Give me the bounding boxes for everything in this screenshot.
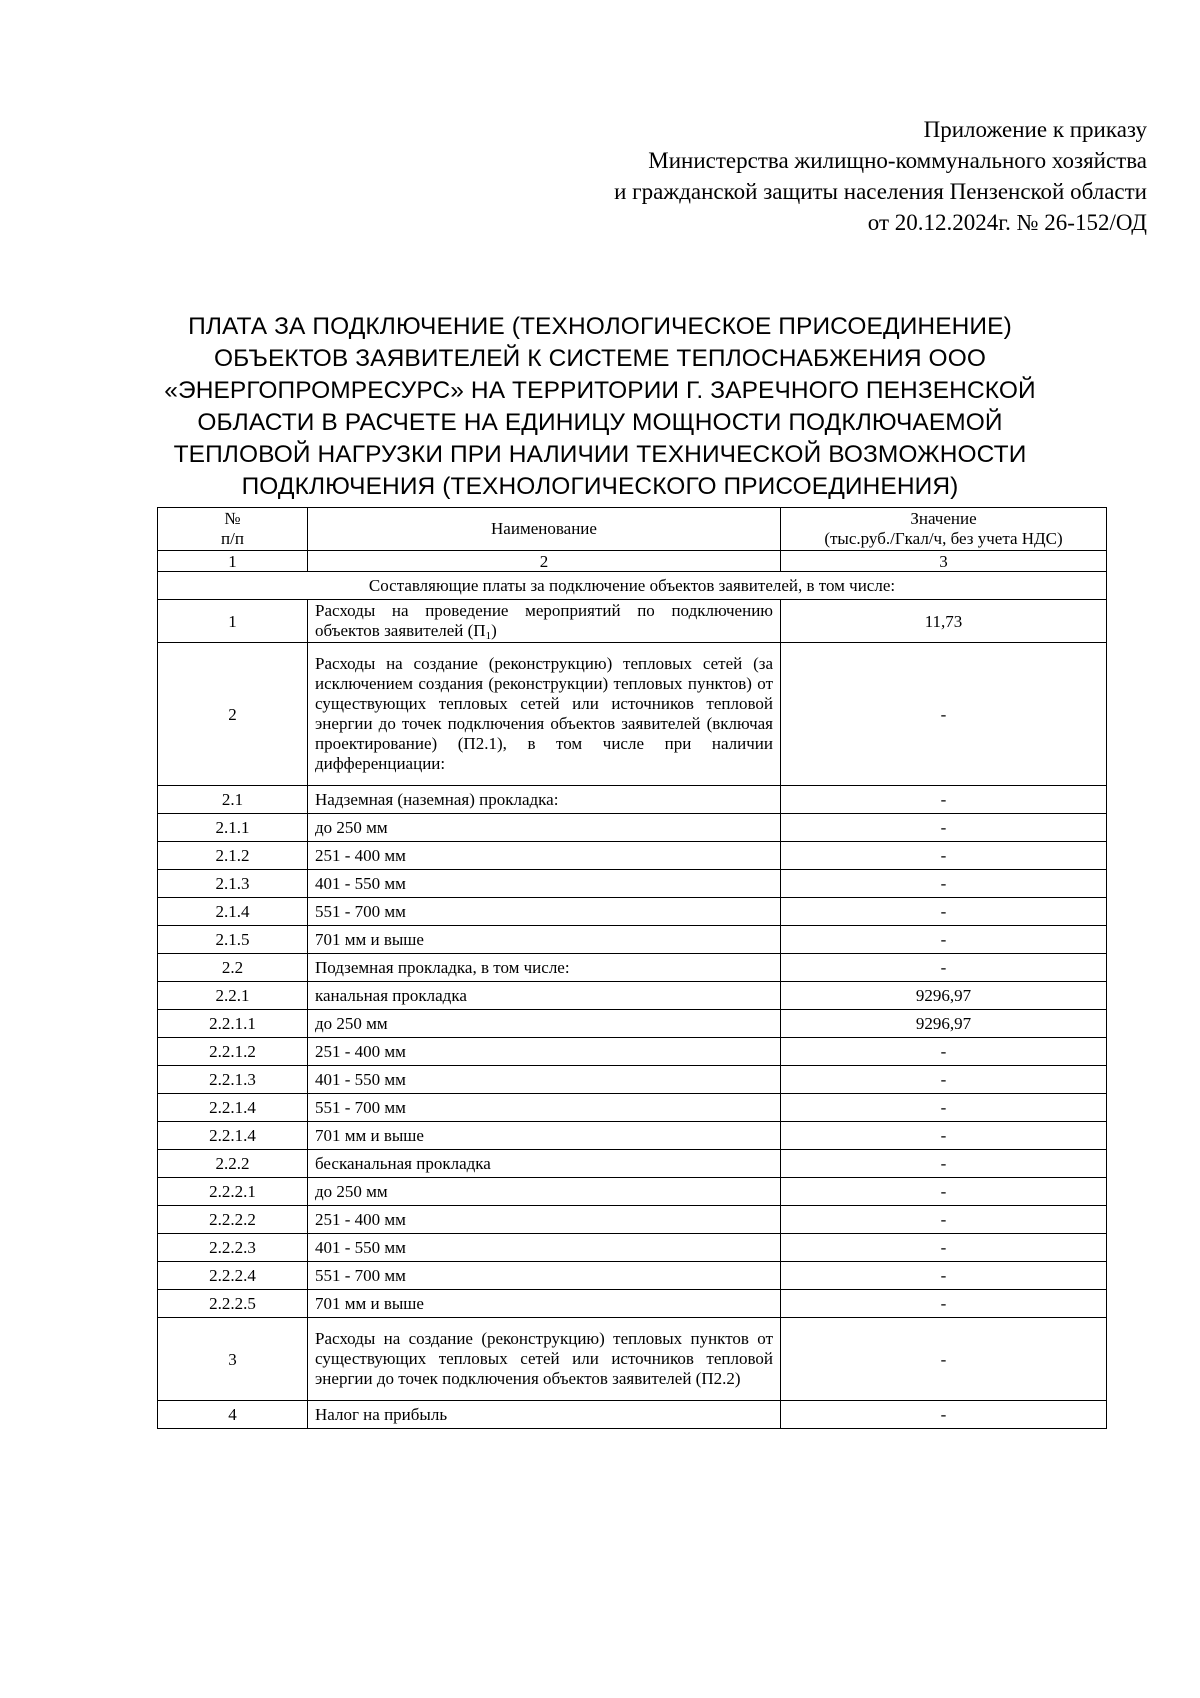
table-row: [158, 842, 1107, 870]
row-value: -: [781, 1262, 1107, 1290]
table-row: [158, 1122, 1107, 1150]
row-value: -: [781, 870, 1107, 898]
header-name-cell: Наименование: [308, 508, 781, 551]
row-number: 2.2.2.2: [158, 1206, 308, 1234]
row-name: 401 - 550 мм: [308, 1234, 781, 1262]
table-row: [158, 870, 1107, 898]
row-name: бесканальная прокладка: [308, 1150, 781, 1178]
row-value: -: [781, 898, 1107, 926]
row-name: 401 - 550 мм: [308, 870, 781, 898]
row-number: 1: [158, 600, 308, 643]
row-name: 551 - 700 мм: [308, 1094, 781, 1122]
row-value: -: [781, 814, 1107, 842]
table-row: [158, 1150, 1107, 1178]
row-value: -: [781, 1122, 1107, 1150]
row-value: -: [781, 954, 1107, 982]
row-number: 2.2.2.1: [158, 1178, 308, 1206]
table-row: [158, 898, 1107, 926]
row-value: -: [781, 1318, 1107, 1401]
table-row: [158, 1094, 1107, 1122]
row-value: -: [781, 1038, 1107, 1066]
row-number: 2.1.1: [158, 814, 308, 842]
section-row: [158, 572, 1107, 600]
row-name: 251 - 400 мм: [308, 842, 781, 870]
row-number: 2.2.1.4: [158, 1122, 308, 1150]
row-number: 2.1: [158, 786, 308, 814]
column-index-cell: 2: [308, 551, 781, 572]
row-name-end: ): [491, 621, 497, 640]
header-number-sign: №: [224, 509, 241, 528]
header-number-cell: [158, 508, 308, 551]
header-value-cell: [781, 508, 1107, 551]
table-row: [158, 1010, 1107, 1038]
row-number: 2.2.1.4: [158, 1094, 308, 1122]
row-name: 701 мм и выше: [308, 1290, 781, 1318]
title-line: ОБЛАСТИ В РАСЧЕТЕ НА ЕДИНИЦУ МОЩНОСТИ ПОДКЛЮЧАЕМОЙ: [197, 409, 1003, 436]
row-value: -: [781, 1234, 1107, 1262]
annex-line: Министерства жилищно-коммунального хозяйства: [648, 148, 1147, 173]
row-number: 2.2.2.5: [158, 1290, 308, 1318]
column-index-cell: 3: [781, 551, 1107, 572]
row-name: Надземная (наземная) прокладка:: [308, 786, 781, 814]
fee-table: [157, 507, 1107, 1429]
row-name: 701 мм и выше: [308, 1122, 781, 1150]
row-name: канальная прокладка: [308, 982, 781, 1010]
table-row: [158, 1262, 1107, 1290]
table-row: [158, 814, 1107, 842]
row-value: -: [781, 926, 1107, 954]
row-name: 251 - 400 мм: [308, 1206, 781, 1234]
row-value: -: [781, 643, 1107, 786]
table-row: [158, 982, 1107, 1010]
row-value: 9296,97: [781, 1010, 1107, 1038]
table-row: [158, 600, 1107, 643]
row-value: -: [781, 1150, 1107, 1178]
table-row: [158, 1234, 1107, 1262]
row-name: 551 - 700 мм: [308, 1262, 781, 1290]
row-value: -: [781, 1206, 1107, 1234]
row-number: 2.1.3: [158, 870, 308, 898]
table-row: [158, 643, 1107, 786]
row-value: -: [781, 1094, 1107, 1122]
table-row: [158, 1401, 1107, 1429]
row-name: Налог на прибыль: [308, 1401, 781, 1429]
table-row: [158, 1178, 1107, 1206]
row-value: 9296,97: [781, 982, 1107, 1010]
annex-line: от 20.12.2024г. № 26-152/ОД: [867, 210, 1147, 235]
row-value: 11,73: [781, 600, 1107, 643]
title-line: ПОДКЛЮЧЕНИЯ (ТЕХНОЛОГИЧЕСКОГО ПРИСОЕДИНЕНИЯ): [241, 473, 959, 500]
row-name: 551 - 700 мм: [308, 898, 781, 926]
column-index-row: [158, 551, 1107, 572]
annex-header: [447, 114, 1147, 238]
document-title: [120, 311, 1080, 503]
table-row: [158, 1066, 1107, 1094]
row-number: 4: [158, 1401, 308, 1429]
title-line: ОБЪЕКТОВ ЗАЯВИТЕЛЕЙ К СИСТЕМЕ ТЕПЛОСНАБЖЕНИЯ ООО: [213, 345, 987, 372]
table-row: [158, 1038, 1107, 1066]
row-number: 2.2.1.1: [158, 1010, 308, 1038]
table-header-row: [158, 508, 1107, 551]
row-number: 2.1.4: [158, 898, 308, 926]
row-number: 2.2.2: [158, 1150, 308, 1178]
row-value: -: [781, 842, 1107, 870]
header-value-label: Значение: [910, 509, 977, 528]
row-number: 2.1.2: [158, 842, 308, 870]
annex-line: и гражданской защиты населения Пензенской области: [614, 179, 1147, 204]
row-name-subscript: 1: [485, 630, 492, 642]
header-value-unit: (тыс.руб./Гкал/ч, без учета НДС): [824, 529, 1063, 548]
annex-line: Приложение к приказу: [923, 117, 1147, 142]
table-row: [158, 786, 1107, 814]
table-row: [158, 1318, 1107, 1401]
title-line: «ЭНЕРГОПРОМРЕСУРС» НА ТЕРРИТОРИИ Г. ЗАРЕЧНОГО ПЕНЗЕНСКОЙ: [164, 377, 1036, 404]
row-number: 2.2.1: [158, 982, 308, 1010]
row-number: 3: [158, 1318, 308, 1401]
column-index-cell: 1: [158, 551, 308, 572]
table-row: [158, 926, 1107, 954]
row-number: 2.2.1.2: [158, 1038, 308, 1066]
title-line: ПЛАТА ЗА ПОДКЛЮЧЕНИЕ (ТЕХНОЛОГИЧЕСКОЕ ПРИСОЕДИНЕНИЕ): [188, 313, 1012, 340]
row-number: 2.2.2.4: [158, 1262, 308, 1290]
row-number: 2.2.1.3: [158, 1066, 308, 1094]
row-name: до 250 мм: [308, 1178, 781, 1206]
row-value: -: [781, 1290, 1107, 1318]
row-name: Расходы на создание (реконструкцию) тепловых сетей (за исключением создания (реконструкции) тепловых пунктов) от существующих тепловых сетей или источников тепловой энергии до точек подключения объектов заявителей (включая проектирование) (П2.1), в том числе при наличии дифференциации:: [308, 643, 781, 786]
row-name: 701 мм и выше: [308, 926, 781, 954]
row-name: до 250 мм: [308, 814, 781, 842]
row-name: Расходы на создание (реконструкцию) тепловых пунктов от существующих тепловых сетей или источников тепловой энергии до точек подключения объектов заявителей (П2.2): [308, 1318, 781, 1401]
row-number: 2.1.5: [158, 926, 308, 954]
row-number: 2: [158, 643, 308, 786]
row-value: -: [781, 1178, 1107, 1206]
row-name: до 250 мм: [308, 1010, 781, 1038]
row-name-text: Расходы на проведение мероприятий по подключению объектов заявителей (П: [315, 601, 773, 640]
title-line: ТЕПЛОВОЙ НАГРУЗКИ ПРИ НАЛИЧИИ ТЕХНИЧЕСКОЙ ВОЗМОЖНОСТИ: [173, 441, 1027, 468]
row-name: 401 - 550 мм: [308, 1066, 781, 1094]
row-number: 2.2.2.3: [158, 1234, 308, 1262]
row-value: -: [781, 1401, 1107, 1429]
row-number: 2.2: [158, 954, 308, 982]
row-name: 251 - 400 мм: [308, 1038, 781, 1066]
table-row: [158, 1206, 1107, 1234]
section-title: Составляющие платы за подключение объектов заявителей, в том числе:: [158, 572, 1107, 600]
row-name: Подземная прокладка, в том числе:: [308, 954, 781, 982]
header-number-label: п/п: [221, 529, 244, 548]
row-value: -: [781, 1066, 1107, 1094]
row-value: -: [781, 786, 1107, 814]
table-row: [158, 1290, 1107, 1318]
table-row: [158, 954, 1107, 982]
row-name: [308, 600, 781, 643]
